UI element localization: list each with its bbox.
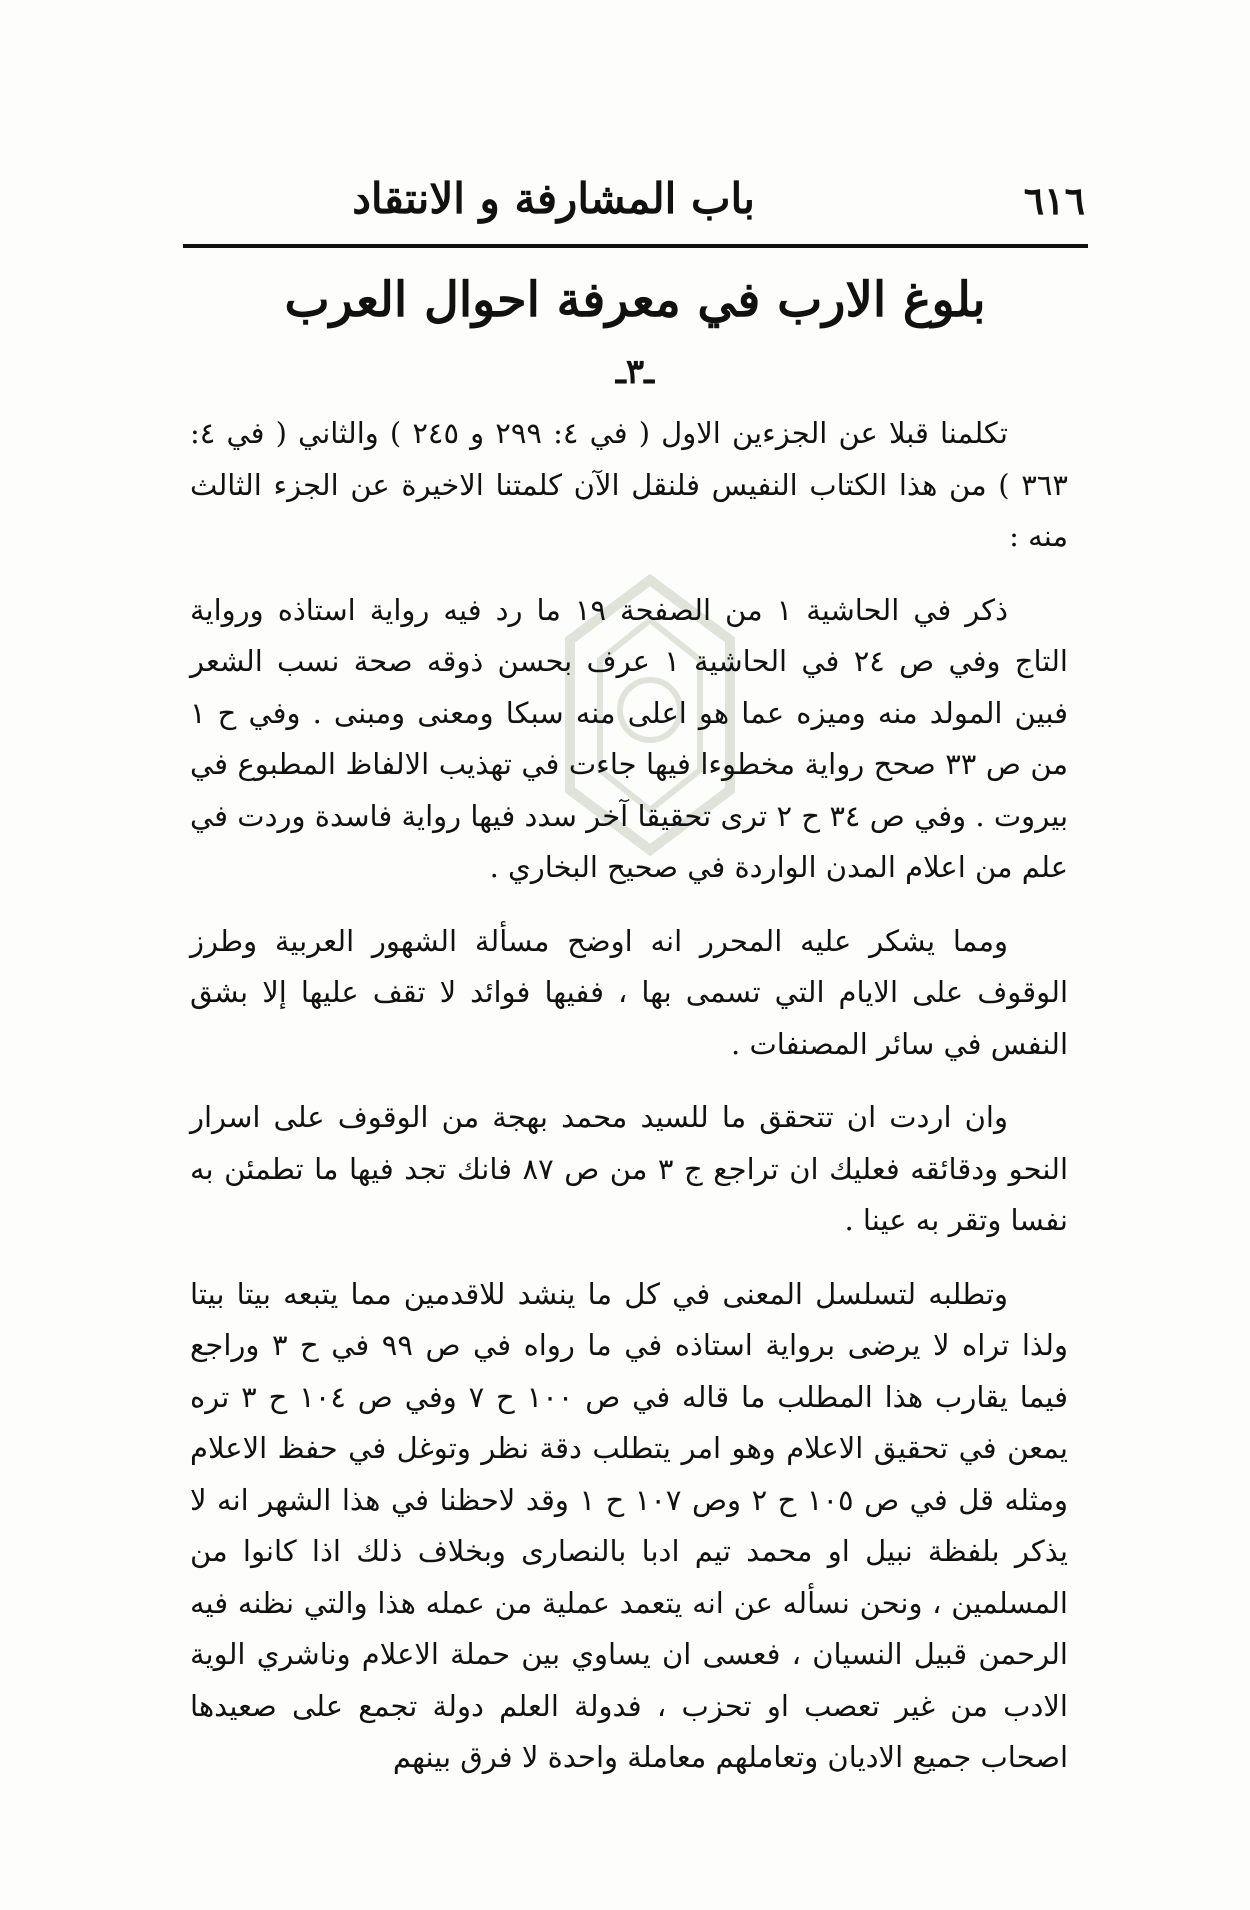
page-number: ٦١٦ bbox=[1023, 178, 1085, 223]
running-head bbox=[185, 168, 1085, 238]
header-rule bbox=[183, 244, 1088, 248]
body-text bbox=[190, 408, 1068, 1806]
paragraph-2: ذكر في الحاشية ١ من الصفحة ١٩ ما رد فيه رواية استاذه ورواية التاج وفي ص ٢٤ في الحاشية ١ عرف بحسن ذوقه صحة نسب الشعر فبين المولد منه وميزه عما هو اعلى منه سبكا ومعنى ومبنى . وفي ح ١ من ص ٣٣ صحح رواية مخطوءا فيها جاءت في تهذيب الالفاظ المطبوع في بيروت . وفي ص ٣٤ ح ٢ ترى تحقيقا آخر سدد فيها رواية فاسدة وردت في علم من اعلام المدن الواردة في صحيح البخاري . bbox=[190, 592, 1069, 884]
paragraph-4: وان اردت ان تتحقق ما للسيد محمد بهجة من الوقوف على اسرار النحو ودقائقه فعليك ان تراجع ج ٣ من ص ٨٧ فانك تجد فيها ما تطمئن به نفسا وتقر به عينا . bbox=[190, 1100, 1068, 1237]
paragraph-1: تكلمنا قبلا عن الجزءين الاول ( في ٤: ٢٩٩ و ٢٤٥ ) والثاني ( في ٤: ٣٦٣ ) من هذا الكتاب النفيس فلنقل الآن كلمتنا الاخيرة عن الجزء الثالث منه : bbox=[190, 416, 1068, 553]
part-marker: ـ٣ـ bbox=[615, 352, 655, 392]
paragraph-3: ومما يشكر عليه المحرر انه اوضح مسألة الشهور العربية وطرز الوقوف على الايام التي تسمى بها ، ففيها فوائد لا تقف عليها إلا بشق النفس في سائر المصنفات . bbox=[190, 923, 1068, 1061]
book-title: بلوغ الارب في معرفة احوال العرب bbox=[284, 272, 986, 328]
section-title: باب المشارفة و الانتقاد bbox=[352, 174, 755, 223]
paragraph-5: وتطلبه لتسلسل المعنى في كل ما ينشد للاقدمين مما يتبعه بيتا بيتا ولذا تراه لا يرضى برواية استاذه في ما رواه في ص ٩٩ في ح ٣ وراجع فيما يقارب هذا المطلب ما قاله في ص ١٠٠ ح ٧ وفي ص ١٠٤ ح ٣ تره يمعن في تحقيق الاعلام وهو امر يتطلب دقة نظر وتوغل في حفظ الاعلام ومثله قل في ص ١٠٥ ح ٢ وص ١٠٧ ح ١ وقد لاحظنا في هذا الشهر انه لا يذكر بلفظة نبيل او محمد تيم ادبا بالنصارى وبخلاف ذلك اذا كانوا من المسلمين ، ونحن نسأله عن انه يتعمد عملية من عمله هذا والتي نظنه فيه الرحمن قبيل النسيان ، فعسى ان يساوي بين حملة الاعلام وناشري الوية الادب من غير تعصب او تحزب ، فدولة العلم دولة تجمع على صعيدها اصحاب جميع الاديان وتعاملهم معاملة واحدة لا فرق بينهم bbox=[190, 1276, 1069, 1774]
